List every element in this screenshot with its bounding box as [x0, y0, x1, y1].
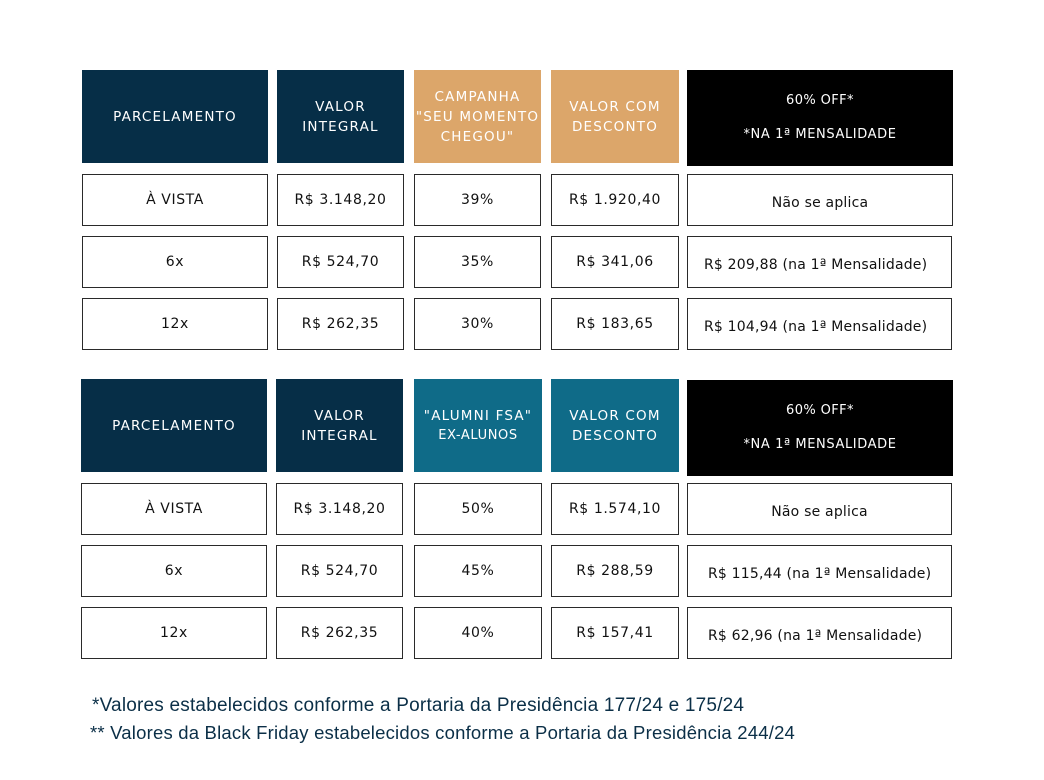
table-cell-parcelamento: 6x: [82, 236, 268, 288]
table-cell-parcelamento: 12x: [81, 607, 267, 659]
header-valor-desconto: [551, 379, 679, 472]
header-line: *NA 1ª MENSALIDADE: [743, 127, 897, 142]
table-cell-parcelamento: À VISTA: [82, 174, 268, 226]
table-cell-valor-integral: R$ 262,35: [276, 607, 403, 659]
footnote-black-friday: ** Valores da Black Friday estabelecidos conforme a Portaria da Presidência 244/24: [90, 722, 796, 743]
table-cell-valor-integral: R$ 524,70: [276, 545, 403, 597]
table-cell-valor-desconto: R$ 1.920,40: [551, 174, 679, 226]
header-line: 60% OFF*: [786, 93, 854, 108]
table-cell-campanha: 30%: [414, 298, 541, 350]
table-cell-off: R$ 209,88 (na 1ª Mensalidade): [687, 236, 952, 288]
table-cell-off: R$ 104,94 (na 1ª Mensalidade): [687, 298, 952, 350]
table-cell-campanha: 50%: [414, 483, 542, 535]
table-cell-campanha: 40%: [414, 607, 542, 659]
header-parcelamento: [82, 70, 268, 163]
table-cell-campanha: 45%: [414, 545, 542, 597]
header-line: "ALUMNI FSA": [423, 407, 533, 424]
table-cell-off: R$ 115,44 (na 1ª Mensalidade): [687, 545, 952, 597]
header-line: INTEGRAL: [301, 427, 378, 444]
header-parcelamento-label: PARCELAMENTO: [113, 108, 237, 125]
table-cell-valor-desconto: R$ 288,59: [551, 545, 679, 597]
table-cell-off: Não se aplica: [687, 483, 952, 535]
table-cell-valor-desconto: R$ 157,41: [551, 607, 679, 659]
table-cell-off: R$ 62,96 (na 1ª Mensalidade): [687, 607, 952, 659]
table-cell-valor-desconto: R$ 183,65: [551, 298, 679, 350]
header-valor-desconto: [551, 70, 679, 163]
header-line: VALOR: [315, 98, 366, 115]
table-cell-valor-integral: R$ 262,35: [277, 298, 404, 350]
header-line: INTEGRAL: [302, 118, 379, 135]
table-cell-parcelamento: À VISTA: [81, 483, 267, 535]
header-parcelamento: [81, 379, 267, 472]
header-alumni: [414, 379, 542, 472]
table-cell-campanha: 39%: [414, 174, 541, 226]
header-line: "SEU MOMENTO: [415, 108, 540, 125]
header-line: 60% OFF*: [786, 403, 854, 418]
table-cell-valor-integral: R$ 3.148,20: [276, 483, 403, 535]
header-line: CHEGOU": [440, 128, 515, 145]
table-cell-off: Não se aplica: [687, 174, 953, 226]
header-parcelamento-label: PARCELAMENTO: [112, 417, 236, 434]
header-line: *NA 1ª MENSALIDADE: [743, 437, 897, 452]
header-line: VALOR COM: [569, 407, 661, 424]
header-line: CAMPANHA: [434, 88, 521, 105]
header-campanha: [414, 70, 541, 163]
header-valor-integral: [276, 379, 403, 472]
footnote-portaria: *Valores estabelecidos conforme a Portaria da Presidência 177/24 e 175/24: [92, 695, 745, 716]
header-60-off: [687, 380, 953, 476]
table-cell-campanha: 35%: [414, 236, 541, 288]
header-60-off: [687, 70, 953, 166]
table-cell-parcelamento: 12x: [82, 298, 268, 350]
table-cell-valor-desconto: R$ 1.574,10: [551, 483, 679, 535]
table-cell-valor-desconto: R$ 341,06: [551, 236, 679, 288]
header-line: VALOR: [314, 407, 365, 424]
table-cell-valor-integral: R$ 3.148,20: [277, 174, 404, 226]
table-cell-valor-integral: R$ 524,70: [277, 236, 404, 288]
header-line: EX-ALUNOS: [438, 427, 518, 443]
header-line: DESCONTO: [571, 118, 659, 135]
header-line: VALOR COM: [569, 98, 661, 115]
header-valor-integral: [277, 70, 404, 163]
table-cell-parcelamento: 6x: [81, 545, 267, 597]
header-line: DESCONTO: [571, 427, 659, 444]
